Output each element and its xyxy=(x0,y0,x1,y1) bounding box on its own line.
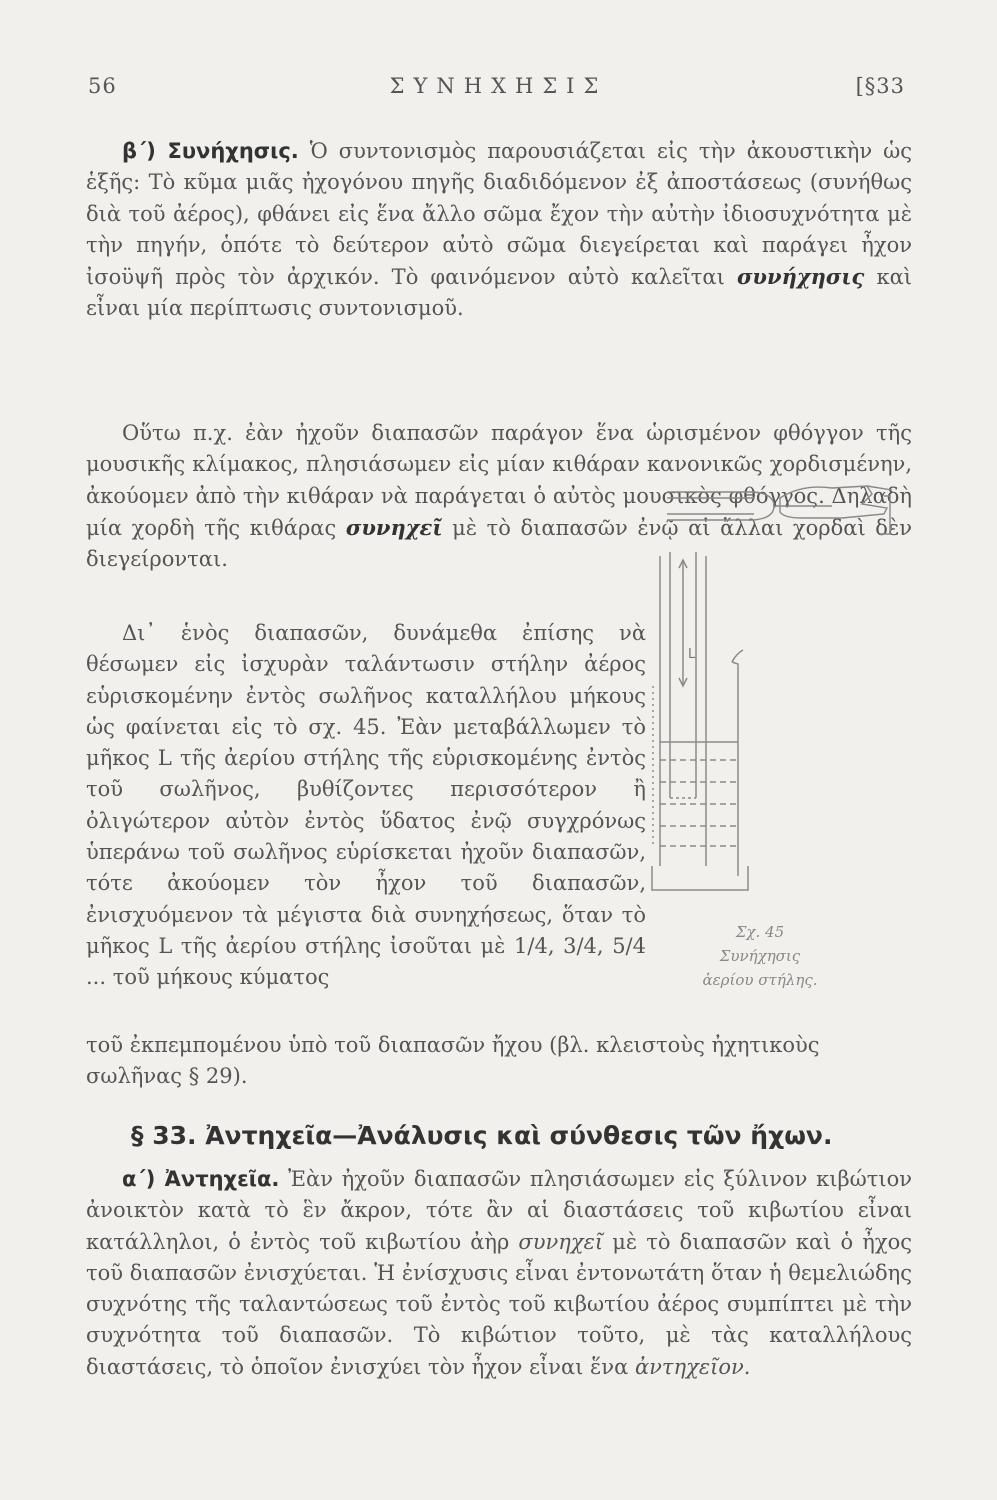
length-label-L: L xyxy=(688,647,696,662)
section-reference: [§33 xyxy=(855,74,905,98)
paragraph-text: καὶ εἶναι μία περίπτωσις συντονισμοῦ. xyxy=(86,265,912,321)
subsection-label-alpha: α΄) Ἀντηχεῖα. xyxy=(122,1167,280,1191)
keyword-synechei: συνηχεῖ xyxy=(518,1229,604,1254)
paragraph-text: Ὁ συντονισμὸς παρουσιάζεται εἰς τὴν ἀκουστικὴν ὡς ἑξῆς: Τὸ κῦμα μιᾶς ἠχογόνου πηγῆς διαδιδόμενον ἐξ ἀποστάσεως (συνήθως διὰ τοῦ ἀέρος), φθάνει εἰς ἕνα ἄλλο σῶμα ἔχον τὴν αὐτὴν ἰδιοσυχνότητα μὲ τὴν πηγήν, ὁπότε τὸ δεύτερον αὐτὸ σῶμα διεγείρεται καὶ παράγει ἦχον ἰσοϋψῆ πρὸς τὸν ἀρχικόν. Τὸ φαινόμενον αὐτὸ καλεῖται xyxy=(86,139,912,290)
paragraph-text: μὲ τὸ διαπασῶν ἐνῷ αἱ ἄλλαι χορδαὶ δὲν διεγείρονται. xyxy=(86,515,912,572)
section-33-heading: § 33. Ἀντηχεῖα—Ἀνάλυσις καὶ σύνθεσις τῶν ἤχων. xyxy=(131,1121,833,1150)
paragraph-resonators xyxy=(86,1164,912,1383)
paragraph-air-column-end xyxy=(86,1030,912,1093)
figure-caption-line2: ἀερίου στήλης. xyxy=(702,971,818,989)
paragraph-air-column xyxy=(86,618,646,994)
paragraph-text: μὲ τὸ διαπασῶν καὶ ὁ ἦχος τοῦ διαπασῶν ἐνισχύεται. Ἡ ἐνίσχυσις εἶναι ἐντονωτάτη ὅταν ἡ θεμελιώδης συχνότης τῆς ταλαντώσεως τοῦ ἐντὸς τοῦ κιβωτίου ἀέρος συμπίπτει μὲ τὴν συχνότητα τοῦ διαπασῶν. Τὸ κιβώτιον τοῦτο, μὲ τὰς καταλλήλους διαστάσεις, τὸ ὁποῖον ἐνισχύει τὸν ἦχον εἶναι ἕνα xyxy=(86,1229,912,1379)
keyword-antecheion: ἀντηχεῖον. xyxy=(634,1354,751,1379)
keyword-synechesis: συνήχησις xyxy=(736,264,865,290)
page-number: 56 xyxy=(88,74,117,98)
paragraph-text: Δι᾽ ἑνὸς διαπασῶν, δυνάμεθα ἐπίσης νὰ θέσωμεν εἰς ἰσχυρὰν ταλάντωσιν στήλην ἀέρος εὑρισκομένην ἐντὸς σωλῆνος καταλλήλου μήκους ὡς φαίνεται εἰς τὸ σχ. 45. Ἐὰν μεταβάλλωμεν τὸ μῆκος L τῆς ἀερίου στήλης τῆς εὑρισκομένης ἐντὸς τοῦ σωλῆνος, βυθίζοντες περισσότερον ἢ ὀλιγώτερον αὐτὸν ἐντὸς ὕδατος ἐνῷ συγχρόνως ὑπεράνω τοῦ σωλῆνος εὑρίσκεται ἠχοῦν διαπασῶν, τότε ἀκούομεν τὸν ἦχον τοῦ διαπασῶν, ἐνισχυόμενον τὰ μέγιστα διὰ συνηχήσεως, ὅταν τὸ μῆκος L τῆς ἀερίου στήλης ἰσοῦται μὲ 1/4, 3/4, 5/4 ... τοῦ μήκους κύματος xyxy=(86,621,646,990)
resonance-tube-figure xyxy=(648,546,758,900)
figure-caption-line1: Συνήχησις xyxy=(719,947,801,965)
paragraph-text: Οὕτω π.χ. ἐὰν ἠχοῦν διαπασῶν παράγον ἕνα ὡρισμένον φθόγγον τῆς μουσικῆς κλίμακος, πλησιάσωμεν εἰς μίαν κιθάραν κανονικῶς χορδισμένην, ἀκούομεν ἀπὸ τὴν κιθάραν νὰ παράγεται ὁ αὐτὸς μουσικὸς φθόγγος. Δηλαδὴ μία χορδὴ τῆς κιθάρας xyxy=(86,421,912,540)
paragraph-synechesis-intro xyxy=(86,136,912,325)
figure-label: Σχ. 45 xyxy=(735,923,785,941)
running-title: ΣΥΝΗΧΗΣΙΣ xyxy=(389,74,608,98)
tuning-fork-figure xyxy=(662,474,902,544)
paragraph-text: Ἐὰν ἠχοῦν διαπασῶν πλησιάσωμεν εἰς ξύλινον κιβώτιον ἀνοικτὸν κατὰ τὸ ἓν ἄκρον, τότε ἂν αἱ διαστάσεις τοῦ κιβωτίου εἶναι κατάλληλοι, ὁ ἐντὸς τοῦ κιβωτίου ἀὴρ xyxy=(86,1167,912,1254)
subsection-label-beta: β΄) Συνήχησις. xyxy=(122,139,299,163)
keyword-synechei: συνηχεῖ xyxy=(345,514,443,540)
paragraph-text: τοῦ ἐκπεμπομένου ὑπὸ τοῦ διαπασῶν ἤχου (βλ. κλειστοὺς ἠχητικοὺς σωλῆνας § 29). xyxy=(86,1033,820,1089)
